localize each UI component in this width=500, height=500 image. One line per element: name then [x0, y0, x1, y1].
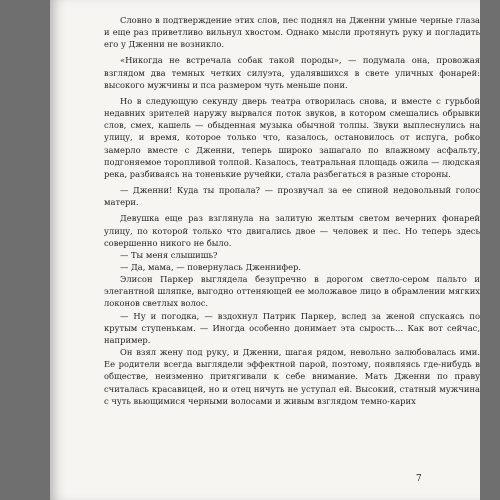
paragraph: — Да, мама, — повернулась Дженнифер. [120, 261, 302, 272]
paragraph: — Ты меня слышишь? [120, 249, 218, 260]
paragraph: «Никогда не встречала собак такой породы», — подумала она, провожая взглядом два темных четких силуэта, удалявшихся в свете уличных фонарей: высокого мужчины и пса размером чуть меньше пони. [104, 55, 480, 90]
paragraph: — Ну и погодка, — вздохнул Патрик Паркер, вслед за женой спускаясь по крутым ступенькам. — Иногда особенно донимает эта сырость… Как вот сейчас, например. [104, 310, 480, 345]
paragraph: Девушка еще раз взглянула на залитую желтым светом вечерних фонарей улицу, по которой только что двигались двое — человек и пес. Но теперь здесь совершенно никого не было. [104, 213, 480, 248]
paragraph: Но в следующую секунду дверь театра отворилась снова, и вместе с гурьбой недавних зрителей наружу вырвался поток звуков, в котором смешались обрывки слов, смех, кашель — обыденная музыка обычной толпы. Звуки выплеснулись на улицу, и время, которое только что, казалось, остановилось от испуга, робко замерло вместе с Дженни, теперь широко зашагало по влажному асфальту, подгоняемое торопливой толпой. Казалось, театральная площадь ожила — людская река, разбиваясь на тоненькие ручейки, стала разбегаться в разные стороны. [104, 95, 480, 179]
page-number: 7 [416, 474, 422, 484]
paragraph: Он взял жену под руку, и Дженни, шагая рядом, невольно залюбовалась ими. Ее родители всегда выглядели эффектной парой, поэтому, появляясь где-нибудь в обществе, неизменно притягивали к себе внимание. Мать Дженни по праву считалась красавицей, но и отец ничуть не уступал ей. Высокий, статный мужчина с чуть вьющимися черными волосами и живым взглядом темно-карих [104, 347, 480, 406]
paragraph: — Дженни! Куда ты пропала? — прозвучал за ее спиной недовольный голос матери. [104, 185, 480, 208]
book-page [50, 0, 480, 500]
paragraph: Элисон Паркер выглядела безупречно в дорогом светло-сером пальто и элегантной шляпке, выгодно оттеняющей ее моложавое лицо в обрамлении мягких локонов светлых волос. [104, 274, 480, 309]
paragraph: Словно в подтверждение этих слов, пес поднял на Дженни умные черные глаза и еще раз приветливо вильнул хвостом. Однако мысли протянуть руку и погладить его у Дженни не возникло. [104, 15, 480, 50]
body-text [104, 14, 480, 407]
